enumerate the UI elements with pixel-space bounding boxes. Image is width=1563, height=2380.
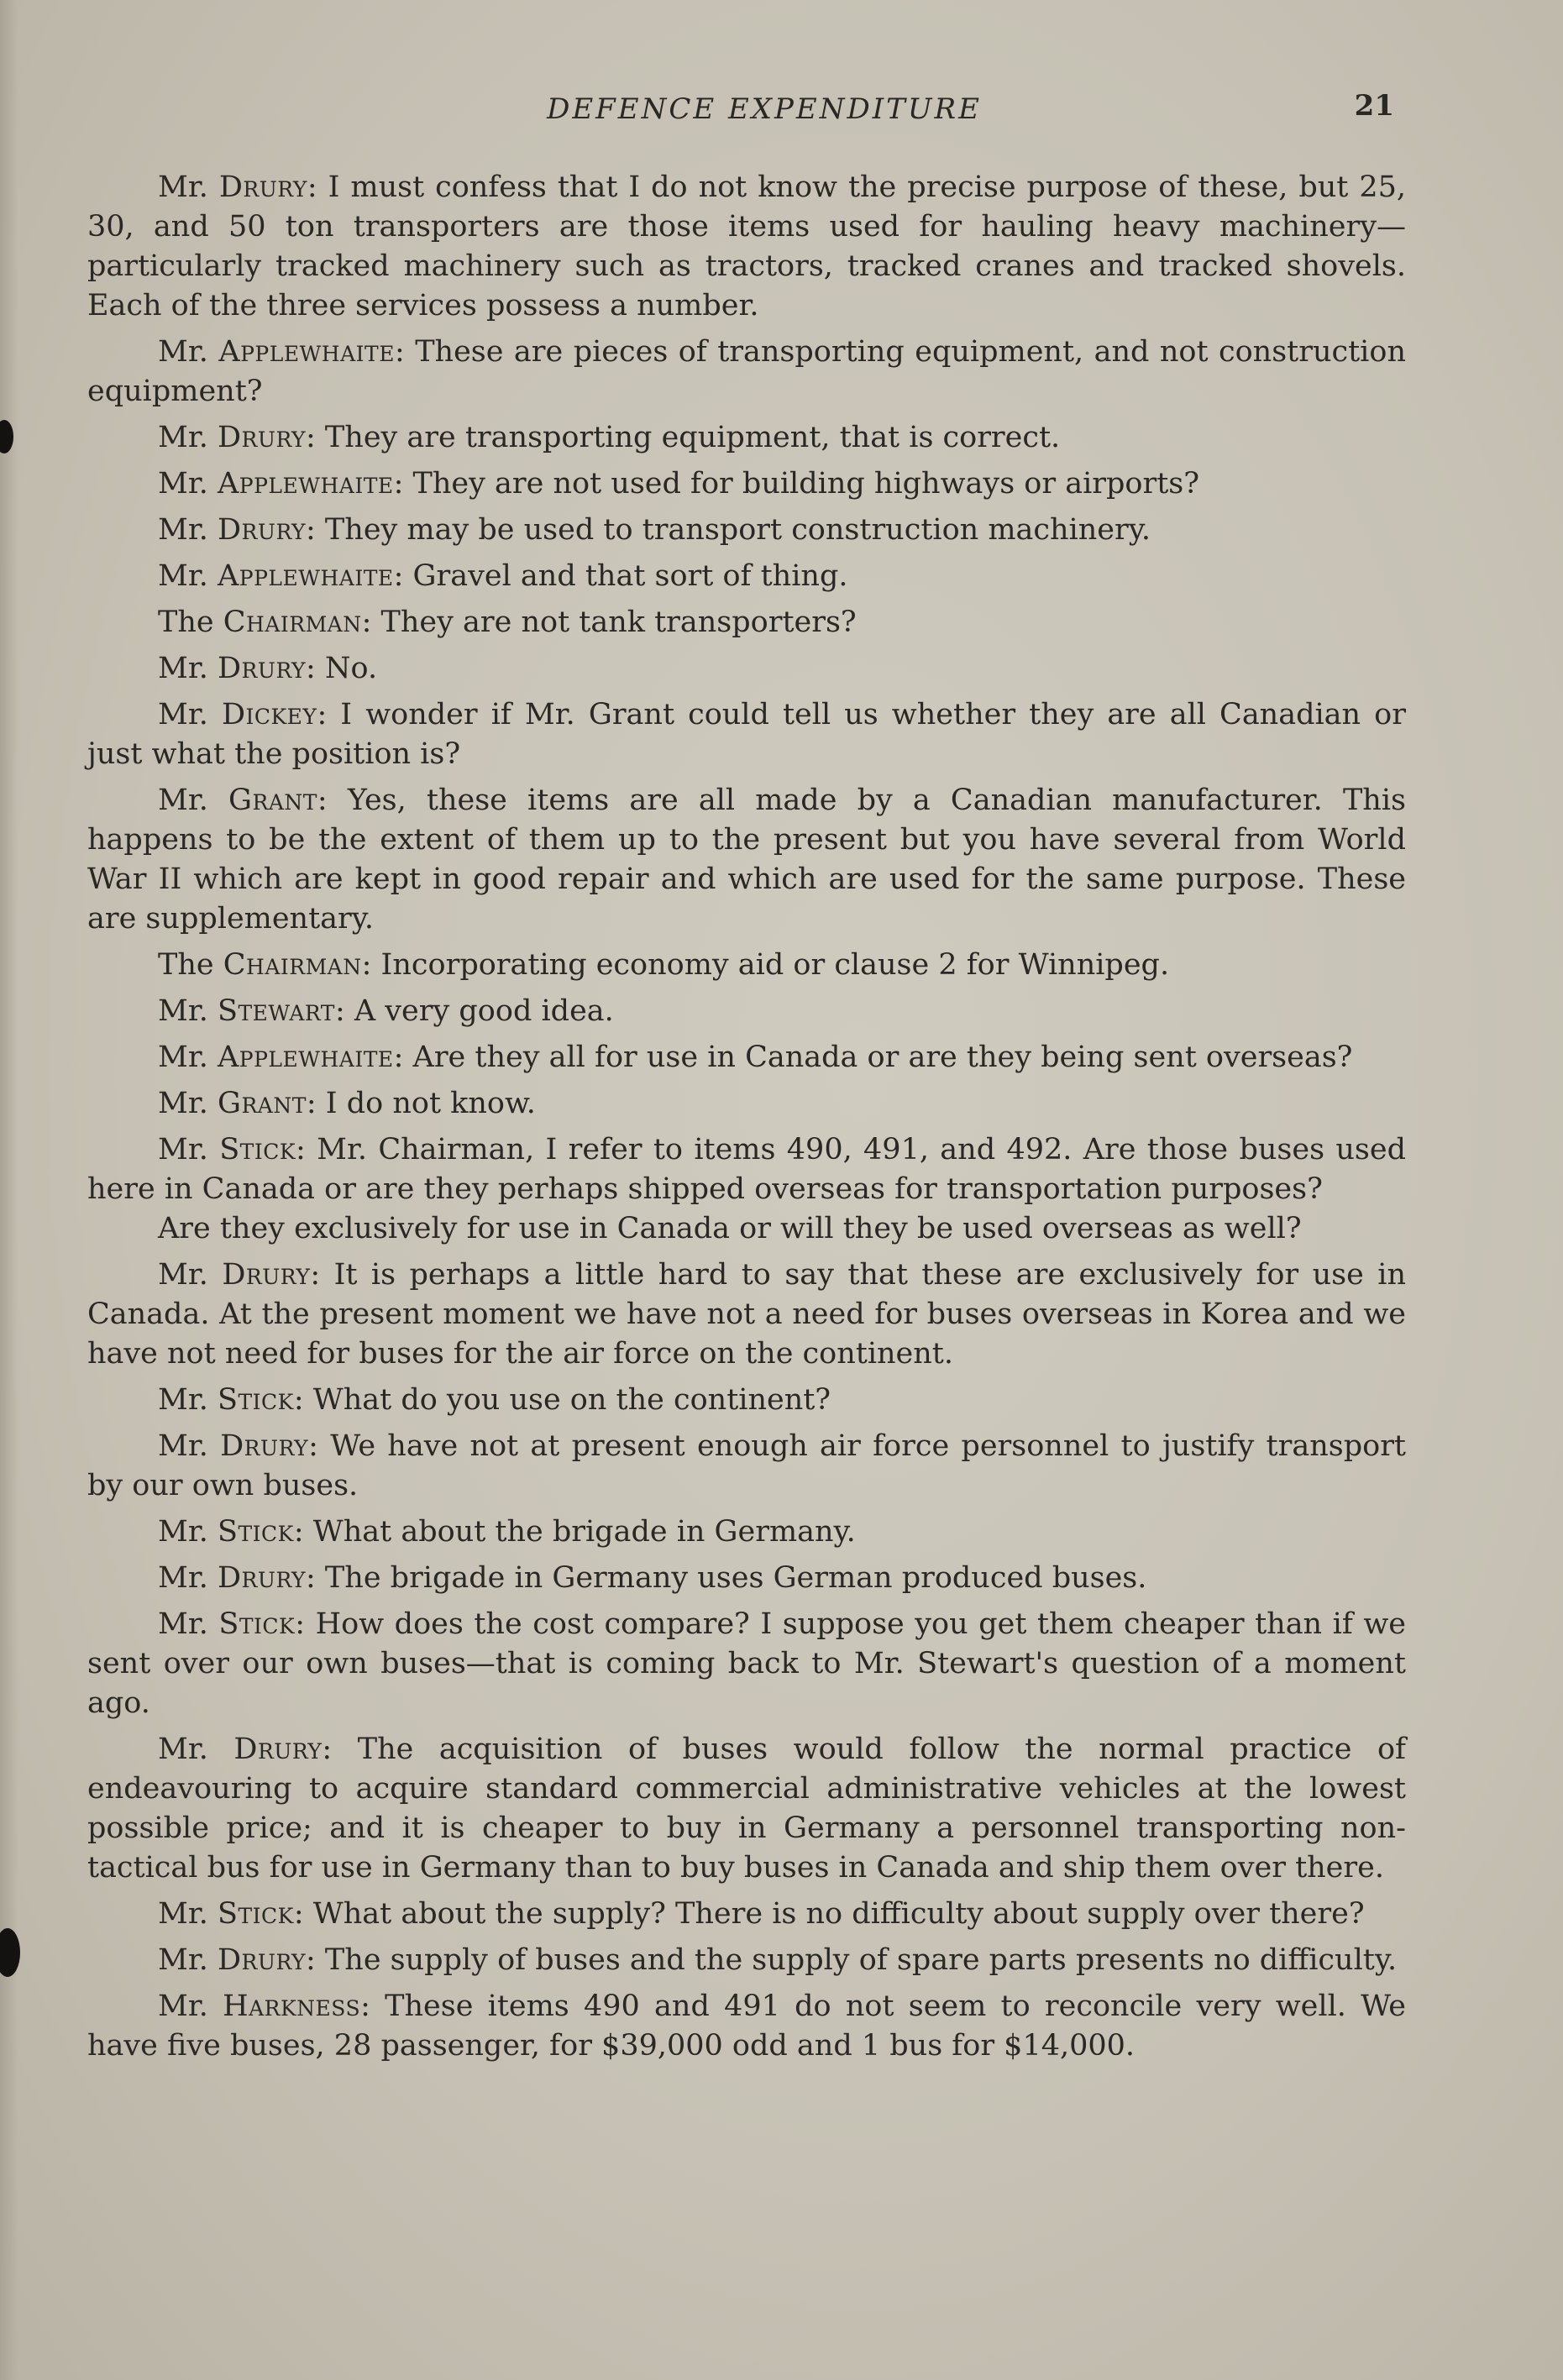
speech-text: : These items 490 and 491 do not seem to reconcile very well. We have five buses, 28 passenger, for $39,000 odd and 1 bus for $14,000.	[87, 1989, 1406, 2063]
speech-text: : How does the cost compare? I suppose you get them cheaper than if we sent over our own buses—that is coming back to Mr. Stewart's question of a moment ago.	[87, 1607, 1406, 1720]
speaker-name: Drury	[218, 1943, 307, 1977]
speaker-title: Mr.	[158, 1133, 208, 1166]
speaker-name: Drury	[233, 1733, 323, 1766]
speaker-name: Drury	[218, 1561, 307, 1595]
transcript-body	[87, 168, 1406, 2073]
speaker-name: Drury	[218, 513, 307, 547]
speech-text: : The brigade in Germany uses German produced buses.	[306, 1561, 1147, 1595]
speech-text: : What do you use on the continent?	[293, 1383, 831, 1417]
transcript-paragraph	[87, 333, 1406, 412]
speaker-title: Mr.	[158, 335, 208, 369]
speech-text: : They may be used to transport construction machinery.	[306, 513, 1151, 547]
transcript-paragraph	[87, 557, 1406, 596]
speaker-title: Mr.	[158, 559, 208, 593]
transcript-paragraph	[87, 781, 1406, 939]
speaker-name: Stick	[218, 1383, 294, 1417]
transcript-paragraph	[87, 1941, 1406, 1980]
speaker-name: Drury	[218, 421, 307, 454]
transcript-paragraph	[87, 1605, 1406, 1723]
speaker-name: Stick	[218, 1515, 294, 1549]
speaker-name: Harkness	[223, 1989, 361, 2023]
speaker-title: Mr.	[158, 1943, 208, 1977]
transcript-paragraph	[87, 464, 1406, 504]
transcript-paragraph	[87, 1730, 1406, 1888]
speaker-name: Grant	[218, 1087, 307, 1120]
speech-text: : I wonder if Mr. Grant could tell us whether they are all Canadian or just what the position is?	[87, 698, 1406, 771]
page-number: 21	[1354, 89, 1394, 123]
speaker-title: Mr.	[158, 1258, 208, 1292]
speaker-title: Mr.	[158, 1733, 208, 1766]
speaker-name: Applewhaite	[218, 335, 395, 369]
page-header	[84, 89, 1394, 134]
speaker-name: Stick	[218, 1607, 296, 1641]
speech-text: : They are not tank transporters?	[361, 605, 857, 639]
speech-text: : They are not used for building highways or airports?	[393, 467, 1199, 501]
transcript-paragraph	[87, 1512, 1406, 1552]
speaker-title: Mr.	[158, 1989, 208, 2023]
speaker-title: Mr.	[158, 421, 208, 454]
speaker-title: Mr.	[158, 513, 208, 547]
transcript-paragraph	[87, 1895, 1406, 1934]
transcript-paragraph	[87, 1130, 1406, 1209]
speaker-name: Chairman	[223, 948, 362, 982]
transcript-paragraph	[87, 1038, 1406, 1077]
running-head: DEFENCE EXPENDITURE	[547, 92, 982, 126]
transcript-paragraph	[87, 1987, 1406, 2066]
speaker-title: Mr.	[158, 467, 208, 501]
speech-text: : Yes, these items are all made by a Canadian manufacturer. This happens to be the extent of them up to the present but you have several from World War II which are kept in good repair and which are used for the same purpose. These are supplementary.	[87, 784, 1406, 936]
transcript-paragraph	[87, 1209, 1406, 1249]
speaker-name: Grant	[228, 784, 317, 817]
transcript-paragraph	[87, 1427, 1406, 1506]
speech-text: : They are transporting equipment, that is correct.	[306, 421, 1061, 454]
speaker-name: Stick	[219, 1133, 296, 1166]
speech-text: : Incorporating economy aid or clause 2 for Winnipeg.	[361, 948, 1170, 982]
speaker-title: The	[158, 948, 214, 982]
speaker-title: Mr.	[158, 170, 208, 204]
page-edge-shadow	[0, 0, 18, 2380]
speaker-name: Drury	[220, 1429, 309, 1463]
speaker-title: Mr.	[158, 1383, 208, 1417]
transcript-paragraph	[87, 168, 1406, 326]
speech-text: : These are pieces of transporting equipment, and not construction equipment?	[87, 335, 1406, 408]
speaker-title: Mr.	[158, 1041, 208, 1074]
transcript-paragraph	[87, 695, 1406, 774]
speech-text: : I do not know.	[306, 1087, 536, 1120]
speaker-title: Mr.	[158, 784, 208, 817]
speech-text: : What about the supply? There is no difficulty about supply over there?	[293, 1897, 1365, 1931]
speaker-title: Mr.	[158, 994, 208, 1028]
transcript-paragraph	[87, 511, 1406, 550]
transcript-paragraph	[87, 1381, 1406, 1420]
speaker-name: Stewart	[218, 994, 335, 1028]
speaker-title: Mr.	[158, 1607, 208, 1641]
speech-text: : What about the brigade in Germany.	[293, 1515, 856, 1549]
speech-text: : We have not at present enough air force personnel to justify transport by our own buses.	[87, 1429, 1406, 1502]
speech-text: : Are they all for use in Canada or are they being sent overseas?	[393, 1041, 1353, 1074]
speech-text: Are they exclusively for use in Canada or will they be used overseas as well?	[158, 1212, 1302, 1245]
speech-text: : Mr. Chairman, I refer to items 490, 491, and 492. Are those buses used here in Canada or are they perhaps shipped overseas for transportation purposes?	[87, 1133, 1406, 1206]
transcript-paragraph	[87, 418, 1406, 458]
speaker-name: Chairman	[223, 605, 362, 639]
speaker-name: Drury	[218, 170, 307, 204]
speaker-title: Mr.	[158, 1515, 208, 1549]
transcript-paragraph	[87, 946, 1406, 985]
speaker-name: Dickey	[221, 698, 317, 731]
speaker-title: Mr.	[158, 1087, 208, 1120]
speaker-title: Mr.	[158, 1429, 208, 1463]
speech-text: : A very good idea.	[334, 994, 614, 1028]
transcript-paragraph	[87, 1084, 1406, 1124]
transcript-paragraph	[87, 1559, 1406, 1598]
speaker-name: Drury	[218, 652, 307, 685]
speaker-name: Drury	[222, 1258, 311, 1292]
speech-text: : The acquisition of buses would follow the normal practice of endeavouring to acquire standard commercial administrative vehicles at the lowest possible price; and it is cheaper to buy in Germany a personnel transporting non-tactical bus for use in Germany than to buy buses in Canada and ship them over there.	[87, 1733, 1406, 1885]
speaker-title: Mr.	[158, 1897, 208, 1931]
speaker-name: Applewhaite	[218, 1041, 394, 1074]
speaker-title: The	[158, 605, 214, 639]
speech-text: : I must confess that I do not know the precise purpose of these, but 25, 30, and 50 ton transporters are those items used for hauling heavy machinery—particularly tracked machinery such as tractors, tracked cranes and tracked shovels. Each of the three services possess a number.	[87, 170, 1406, 322]
speaker-title: Mr.	[158, 698, 208, 731]
transcript-paragraph	[87, 1256, 1406, 1374]
transcript-paragraph	[87, 992, 1406, 1031]
speech-text: : No.	[306, 652, 378, 685]
speaker-name: Stick	[218, 1897, 294, 1931]
speech-text: : Gravel and that sort of thing.	[393, 559, 848, 593]
speaker-title: Mr.	[158, 1561, 208, 1595]
speech-text: : It is perhaps a little hard to say that these are exclusively for use in Canada. At the present moment we have not a need for buses overseas in Korea and we have not need for buses for the air force on the continent.	[87, 1258, 1406, 1371]
transcript-paragraph	[87, 649, 1406, 689]
transcript-paragraph	[87, 603, 1406, 642]
speaker-name: Applewhaite	[218, 559, 394, 593]
speaker-name: Applewhaite	[218, 467, 394, 501]
speech-text: : The supply of buses and the supply of spare parts presents no difficulty.	[306, 1943, 1398, 1977]
speaker-title: Mr.	[158, 652, 208, 685]
